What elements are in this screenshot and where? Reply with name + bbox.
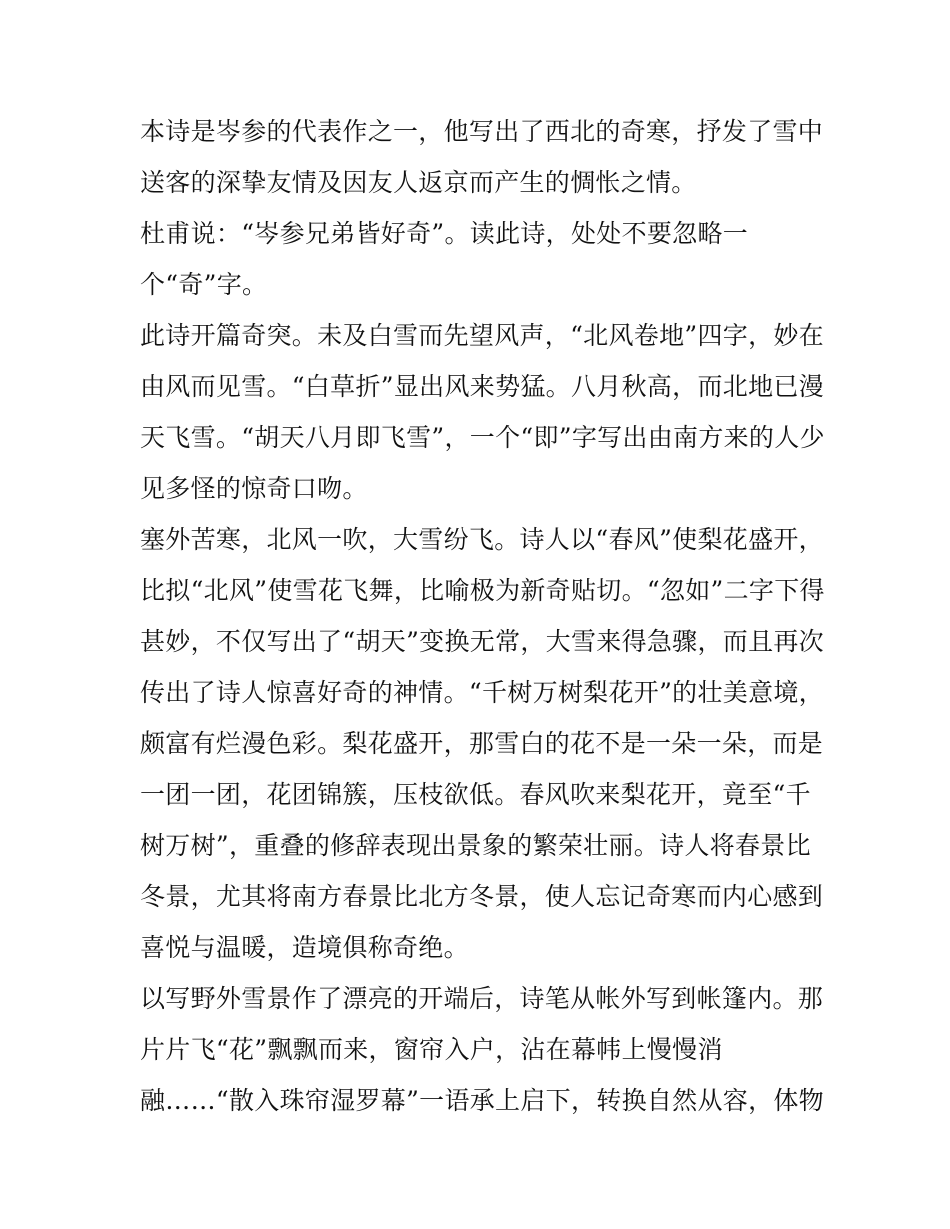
text-line-19: 片片飞“花”飘飘而来，窗帘入户，沾在幕帏上慢慢消 [140,1035,723,1064]
text-line-3: 杜甫说：“岑参兄弟皆好奇”。读此诗，处处不要忽略一 [140,219,749,248]
text-line-9: 塞外苦寒，北风一吹，大雪纷飞。诗人以“春风”使梨花盛开， [140,525,824,554]
text-line-8: 见多怪的惊奇口吻。 [140,474,368,503]
poem-commentary-text [140,106,825,1126]
text-line-17: 喜悦与温暖，造境俱称奇绝。 [140,933,469,962]
text-line-7: 天飞雪。“胡天八月即飞雪”，一个“即”字写出由南方来的人少 [140,423,825,452]
text-line-16: 冬景，尤其将南方春景比北方冬景，使人忘记奇寒而内心感到 [140,882,824,911]
text-line-13: 颇富有烂漫色彩。梨花盛开，那雪白的花不是一朵一朵，而是 [140,729,824,758]
text-line-6: 由风而见雪。“白草折”显出风来势猛。八月秋高，而北地已漫 [140,372,824,401]
text-line-14: 一团一团，花团锦簇，压枝欲低。春风吹来梨花开，竟至“千 [140,780,811,809]
text-line-11: 甚妙，不仅写出了“胡天”变换无常，大雪来得急骤，而且再次 [140,627,824,656]
text-line-18: 以写野外雪景作了漂亮的开端后，诗笔从帐外写到帐篷内。那 [140,984,824,1013]
text-line-2: 送客的深挚友情及因友人返京而产生的惆怅之情。 [140,168,697,197]
text-line-15: 树万树”，重叠的修辞表现出景象的繁荣壮丽。诗人将春景比 [140,831,811,860]
text-line-5: 此诗开篇奇突。未及白雪而先望风声，“北风卷地”四字，妙在 [140,321,824,350]
text-line-12: 传出了诗人惊喜好奇的神情。“千树万树梨花开”的壮美意境， [140,678,824,707]
text-line-10: 比拟“北风”使雪花飞舞，比喻极为新奇贴切。“忽如”二字下得 [140,576,825,605]
text-line-20: 融……“散入珠帘湿罗幕”一语承上启下，转换自然从容，体物 [140,1086,824,1115]
text-line-1: 本诗是岑参的代表作之一，他写出了西北的奇寒，抒发了雪中 [140,117,824,146]
text-line-4: 个“奇”字。 [140,270,268,299]
